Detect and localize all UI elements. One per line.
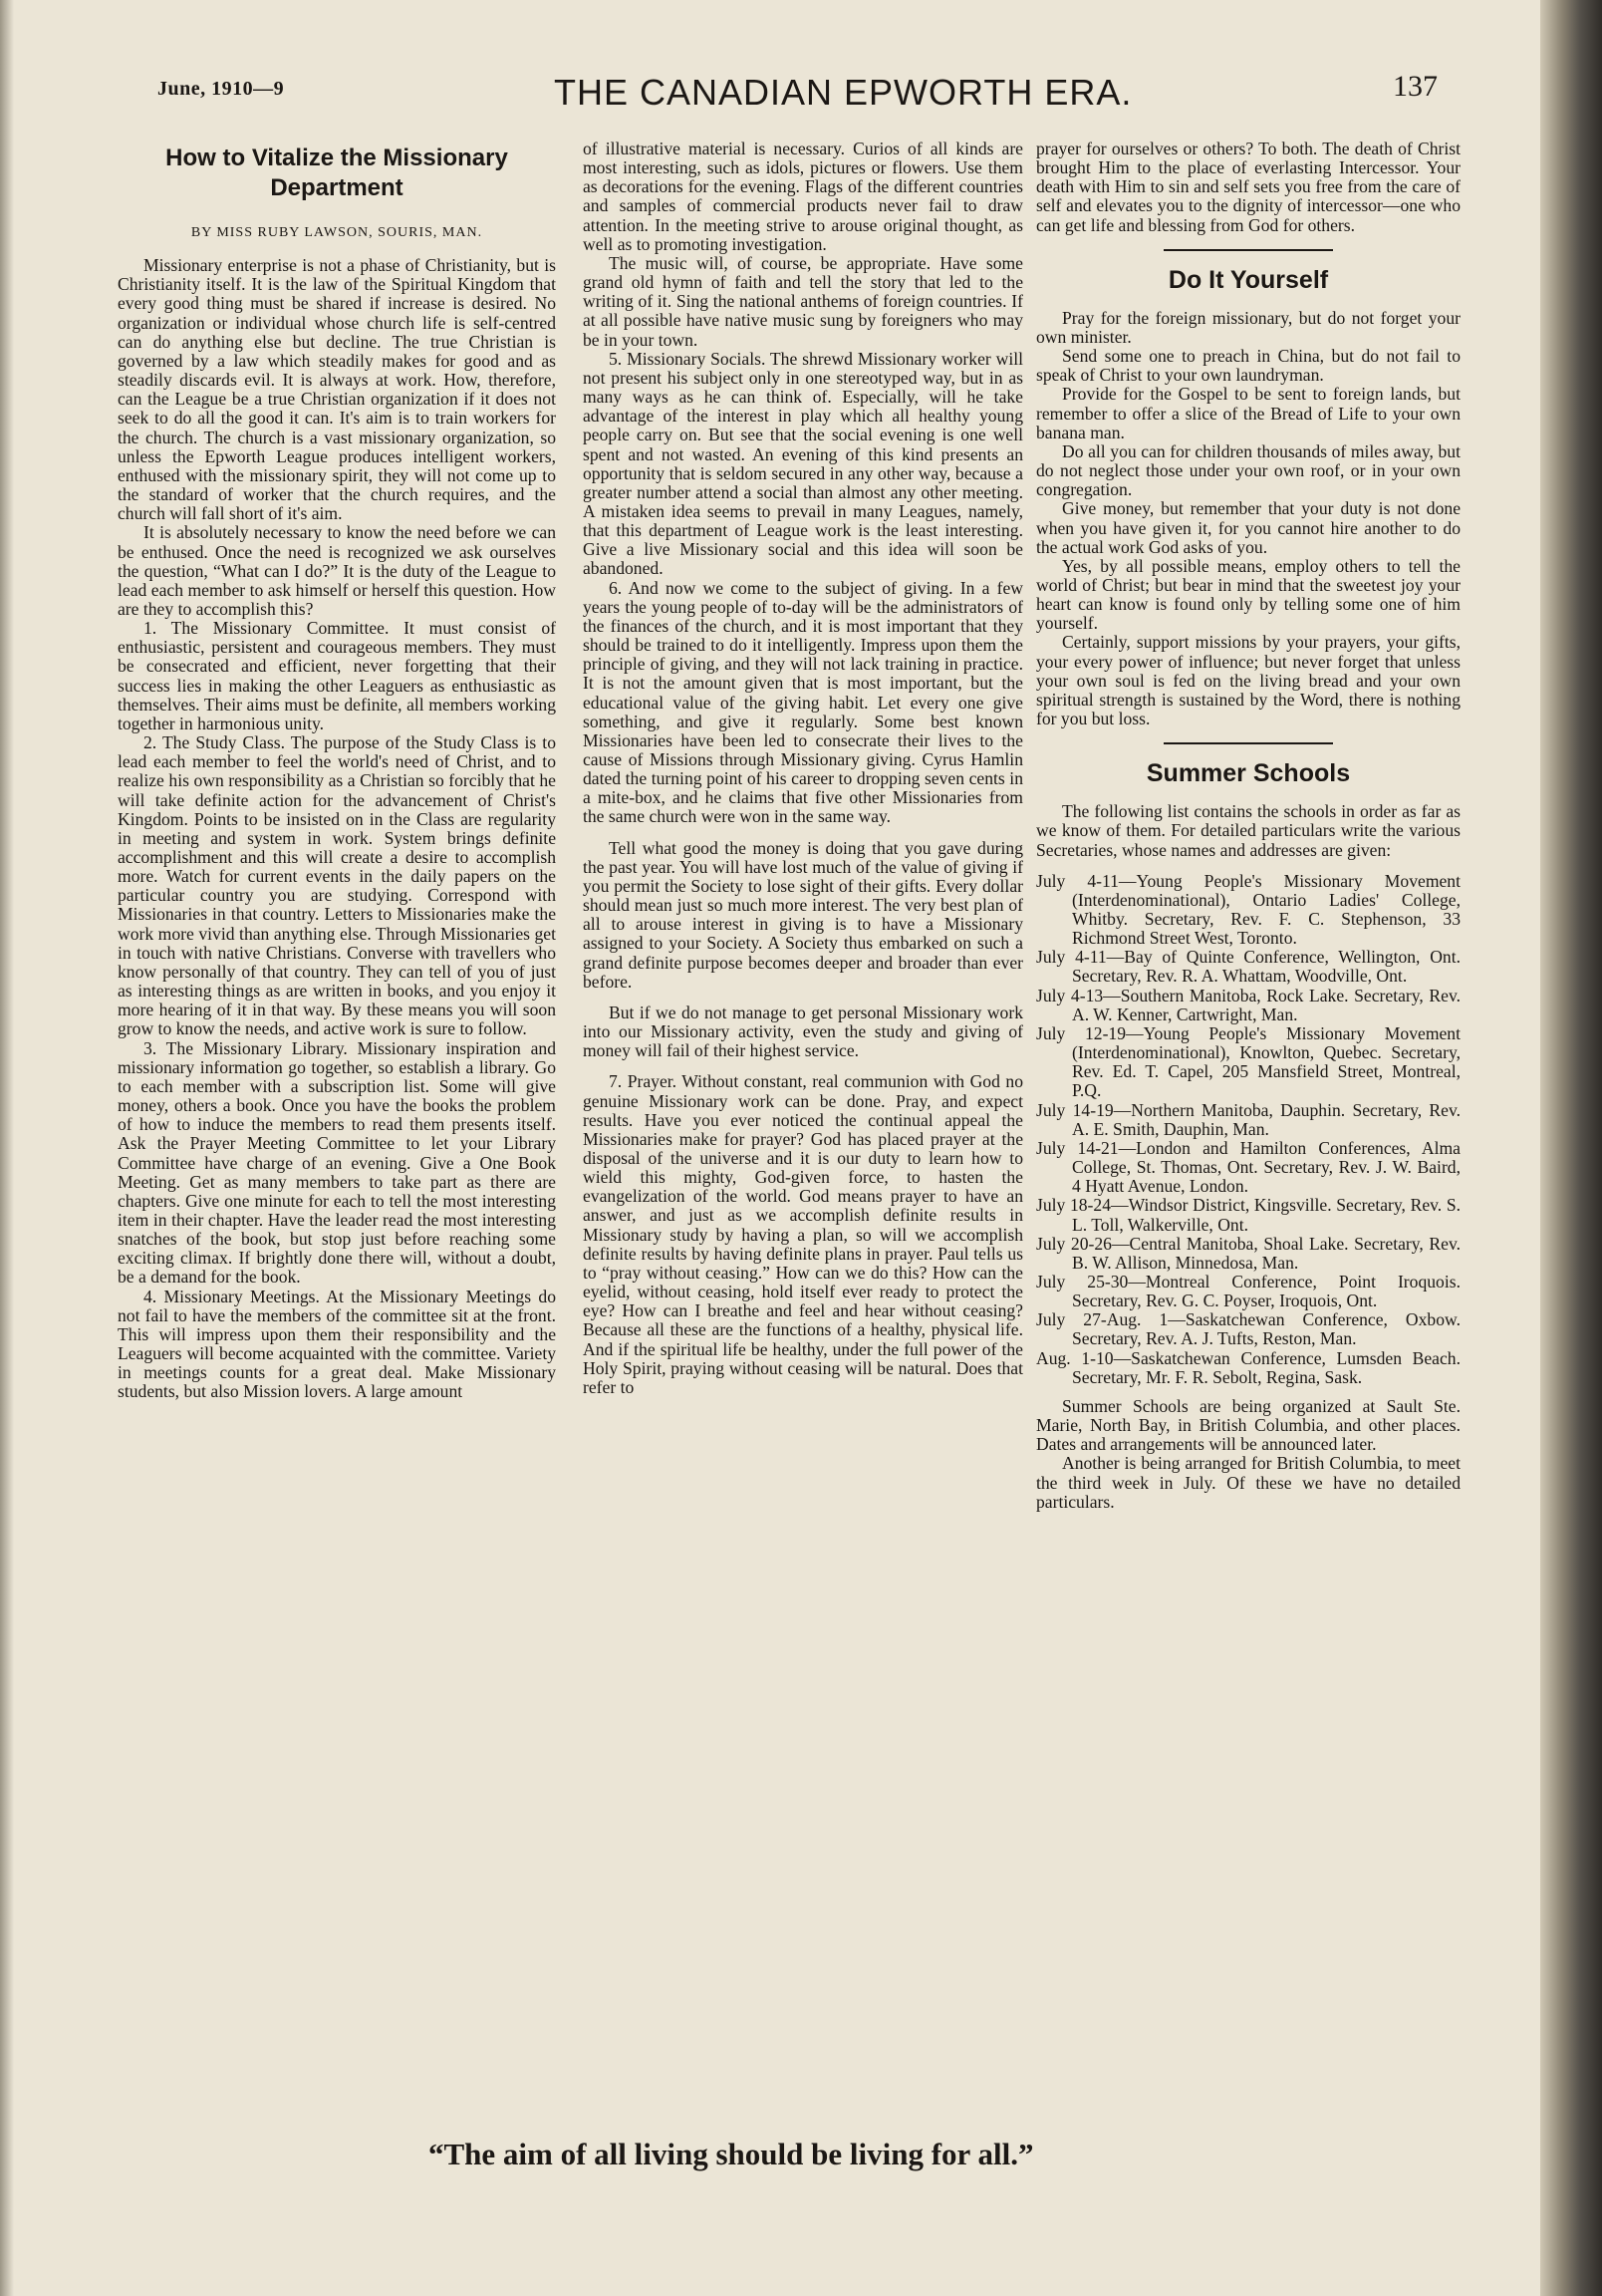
article-paragraph: prayer for ourselves or others? To both. The death of Christ brought Him to the place of everlasting Intercessor. Your death with Him to sin and self sets you free from the care of self and elevates you to the dignity of intercessor—one who can get life and blessing from God for others. [1036,139,1461,235]
article-byline: BY MISS RUBY LAWSON, SOURIS, MAN. [190,225,483,240]
section-paragraph: Yes, by all possible means, employ others to tell the world of Christ; but bear in mind that the sweetest joy your heart can know is found only by telling some one of him yourself. [1036,555,1461,634]
page-number: 137 [1393,70,1438,103]
article-paragraph: But if we do not manage to get personal Missionary work into our Missionary activity, even the study and giving of money will fail of their highest service. [583,1002,1023,1061]
section-title-summer-schools: Summer Schools [1146,759,1351,788]
article-paragraph: The music will, of course, be appropriate. Have some grand old hymn of faith and tell the story that led to the writing of it. Sing the national anthems of foreign countries. If at all possible have native music sung by foreigners who may be in your town. [583,252,1023,350]
section-paragraph: Give money, but remember that your duty is not done when you have given it, for you cannot hire another to do the actual work God asks of you. [1036,498,1461,557]
list-item: July 27-Aug. 1—Saskatchewan Conference, Oxbow. Secretary, Rev. A. J. Tufts, Reston, Man. [1036,1309,1461,1349]
list-item: July 25-30—Montreal Conference, Point Iroquois. Secretary, Rev. G. C. Poyser, Iroquois, Ont. [1036,1271,1461,1311]
article-paragraph: Tell what good the money is doing that you gave during the past year. You will have lost much of the value of giving if you permit the Society to lose sight of their gifts. Every dollar should mean just so much more interest. The very best plan of all to arouse interest in giving is to have a Missionary assigned to your Society. A Society thus embarked on such a grand definite purpose becomes deeper and broader than ever before. [583,837,1023,992]
article-paragraph: 4. Missionary Meetings. At the Missionary Meetings do not fail to have the members of the committee sit at the front. This will impress upon them their responsibility and the Leaguers will become acquainted with the committee. Variety in meetings counts for a great deal. Make Missionary students, but also Mission lovers. A large amount [118,1286,556,1402]
list-item: July 14-21—London and Hamilton Conferences, Alma College, St. Thomas, Ont. Secretary, Rev. J. W. Baird, 4 Hyatt Avenue, London. [1036,1137,1461,1197]
article-paragraph: It is absolutely necessary to know the need before we can be enthused. Once the need is recognized we ask ourselves the question, “What can I do?” It is the duty of the League to lead each member to ask himself or herself this question. How are they to accomplish this? [118,522,556,619]
article-paragraph: 1. The Missionary Committee. It must consist of enthusiastic, persistent and courageous members. They must be consecrated and efficient, never forgetting that their success lies in making the other Leaguers as enthusiastic as themselves. Their aims must be definite, all members working together in harmonious unity. [118,618,556,733]
section-paragraph: Do all you can for children thousands of miles away, but do not neglect those under your own roof, or in your own congregation. [1036,440,1461,500]
article-title: How to Vitalize the Missionary Department [165,144,508,201]
article-paragraph: 7. Prayer. Without constant, real communion with God no genuine Missionary work can be done. Pray, and expect results. Have you ever noticed the continual appeal the Missionaries make for prayer? God has placed prayer at the disposal of the universe and it is our duty to learn how to wield this mighty, God-given force, to hasten the evangelization of the world. God means prayer to have an answer, and just as we accomplish definite results in Missionary study by having a plan, so will we accomplish definite results by having definite plans in prayer. Paul tells us to “pray without ceasing.” How can we do this? How can the eyelid, without ceasing, hold itself ever ready to protect the eye? How can I breathe and feel and hear without ceasing? Because all these are the functions of a healthy, physical life. And if the spiritual life be healthy, under the full power of the Holy Spirit, praying without ceasing will be natural. Does that refer to [583,1071,1023,1397]
section-title-do-it-yourself: Do It Yourself [1168,265,1329,294]
section-paragraph: Provide for the Gospel to be sent to foreign lands, but remember to offer a slice of the Bread of Life to your own banana man. [1036,384,1461,442]
masthead-title: THE CANADIAN EPWORTH ERA. [554,72,1133,113]
summer-schools-list [1036,872,1461,1387]
list-item: July 12-19—Young People's Missionary Movement (Interdenominational), Knowlton, Quebec. Secretary, Rev. Ed. T. Capel, 205 Mansfield Street, Montreal, P.Q. [1036,1022,1461,1101]
section-paragraph: Pray for the foreign missionary, but do not forget your own minister. [1036,307,1461,347]
section-paragraph: Summer Schools are being organized at Sault Ste. Marie, North Bay, in British Columbia, and other places. Dates and arrangements will be announced later. [1036,1395,1461,1455]
article-paragraph: 2. The Study Class. The purpose of the Study Class is to lead each member to feel the world's need of Christ, and to realize his own responsibility as a Christian so forcibly that he will take definite action for the advancement of Christ's Kingdom. Points to be insisted on in the Class are regularity in meeting and system in work. System brings definite accomplishment and this will create a desire to accomplish more. Watch for current events in the daily papers on the particular country you are studying. Correspond with Missionaries in that country. Letters to Missionaries make the work more vivid than anything else. Through Missionaries get in touch with native Christians. Converse with travellers who know personally of that country. They can tell of you of just as interesting things as are written in books, and you enjoy it more hearing of it in that way. By these means you will soon grow to know the needs, and active work is sure to follow. [118,732,556,1039]
section-paragraph: Send some one to preach in China, but do not fail to speak of Christ to your own laundryman. [1036,346,1461,386]
article-paragraph: 6. And now we come to the subject of giving. In a few years the young people of to-day will be the administrators of the finances of the church, and it is most important that they should be trained to do it intelligently. Impress upon them the principle of giving, and they will not lack training in practice. It is not the amount given that is most important, but the educational value of the giving habit. Let every one give something, and give it regularly. Some best known Missionaries have been led to consecrate their lives to the cause of Missions through Missionary giving. Cyrus Hamlin dated the turning point of his career to dropping seven cents in a mite-box, and he claims that five other Missionaries from the same church were won in the same way. [583,577,1023,827]
article-paragraph: 3. The Missionary Library. Missionary inspiration and missionary information go together, so establish a library. Go to each member with a subscription list. Some will give money, others a book. Once you have the books the problem of how to induce the members to read them presents itself. Ask the Prayer Meeting Committee to let your Library Committee have charge of an evening. Give a One Book Meeting. Get as many members to take part as there are chapters. Give one minute for each to tell the most interesting item in their chapter. Have the leader read the most interesting snatches of the book, but stop just before reaching some exciting climax. If brightly done there will, without a doubt, be a demand for the book. [118,1037,556,1288]
footer-motto: “The aim of all living should be living for all.” [428,2137,1034,2171]
issue-date: June, 1910—9 [157,78,285,100]
column-left [118,140,556,1402]
section-paragraph: The following list contains the schools in order as far as we know of them. For detailed particulars write the various Secretaries, whose names and addresses are given: [1036,801,1461,860]
article-paragraph: of illustrative material is necessary. Curios of all kinds are most interesting, such as idols, pictures or flowers. Use them as decorations for the evening. Flags of the different countries and samples of commercial products never fail to draw attention. In the meeting strive to arouse original thought, as well as to promoting investigation. [583,139,1023,254]
list-item: July 18-24—Windsor District, Kingsville. Secretary, Rev. S. L. Toll, Walkerville, Ont. [1036,1195,1461,1235]
section-paragraph: Another is being arranged for British Columbia, to meet the third week in July. Of these we have no detailed particulars. [1036,1453,1461,1512]
section-divider [1164,742,1333,744]
page-edge-shadow [0,0,14,2296]
column-right [1036,140,1461,1512]
list-item: July 14-19—Northern Manitoba, Dauphin. Secretary, Rev. A. E. Smith, Dauphin, Man. [1036,1099,1461,1139]
list-item: July 4-11—Bay of Quinte Conference, Wellington, Ont. Secretary, Rev. R. A. Whattam, Woodville, Ont. [1036,947,1461,987]
section-divider [1164,249,1333,251]
column-middle [583,140,1023,1397]
list-item: Aug. 1-10—Saskatchewan Conference, Lumsden Beach. Secretary, Mr. F. R. Sebolt, Regina, Sask. [1036,1347,1461,1387]
list-item: July 20-26—Central Manitoba, Shoal Lake. Secretary, Rev. B. W. Allison, Minnedosa, Man. [1036,1233,1461,1273]
article-paragraph: 5. Missionary Socials. The shrewd Missionary worker will not present his subject only in one stereotyped way, but in as many ways as he can think of. Especially, will he take advantage of the interest in play which all healthy young people carry on. But see that the social evening is one well spent and not wasted. An evening of this kind presents an opportunity that is seldom secured in any other way, because a greater number attend a social than almost any other meeting. A mistaken idea seems to prevail in many Leagues, namely, that this department of League work is the least interesting. Give a live Missionary social and this idea will soon be abandoned. [583,348,1023,579]
article-paragraph: Missionary enterprise is not a phase of Christianity, but is Christianity itself. It is the law of the Spiritual Kingdom that every good thing must be shared if increase is desired. No organization or individual whose church life is self-centred can do anything else but decline. The true Christian is governed by a law which steadily makes for good and as steadily discards evil. It is always at work. How, therefore, can the League be a true Christian organization if it does not seek to do all the good it can. It's aim is to train workers for the church. The church is a vast missionary organization, so unless the Epworth League produces intelligent workers, enthused with the missionary spirit, they will not come up to the standard of worker that the church requires, and the church will fall short of it's aim. [118,255,556,524]
section-paragraph: Certainly, support missions by your prayers, your gifts, your every power of influence; but never forget that unless your own soul is fed on the living bread and your own spiritual strength is sustained by the Word, there is nothing for you but loss. [1036,632,1461,729]
list-item: July 4-11—Young People's Missionary Movement (Interdenominational), Ontario Ladies' College, Whitby. Secretary, Rev. F. C. Stephenson, 33 Richmond Street West, Toronto. [1036,870,1461,949]
list-item: July 4-13—Southern Manitoba, Rock Lake. Secretary, Rev. A. W. Kenner, Cartwright, Man. [1036,985,1461,1024]
book-spine [1540,0,1602,2296]
